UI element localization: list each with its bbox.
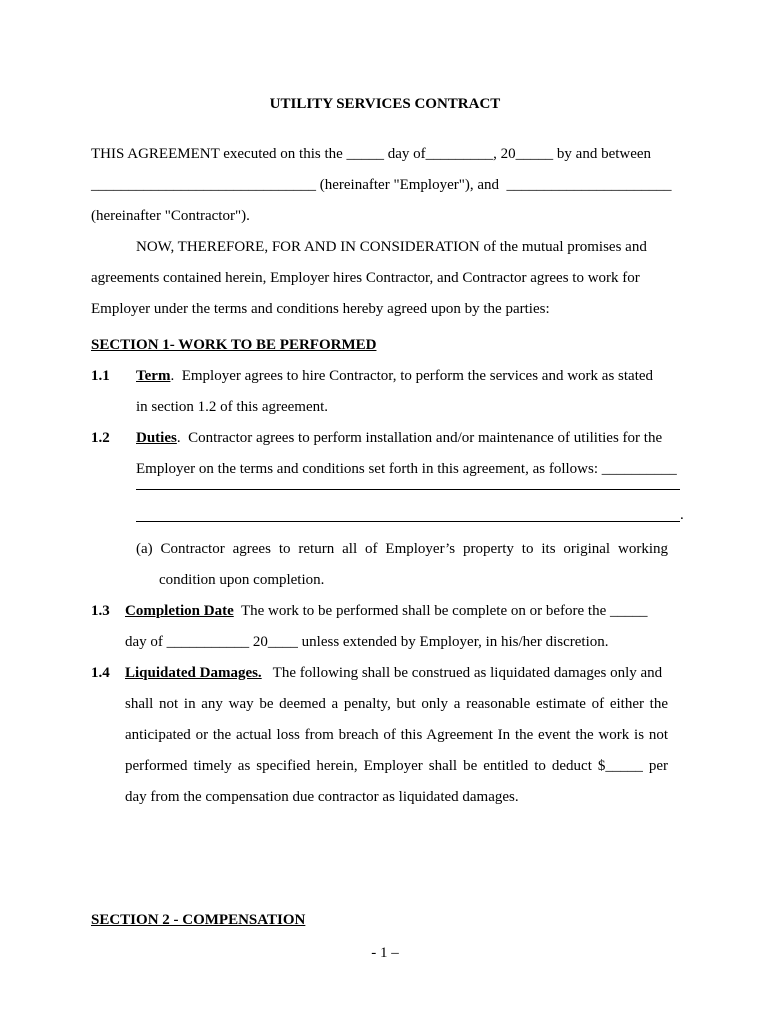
clause-1-2-a-line-2: condition upon completion.: [159, 572, 325, 588]
clause-1-4-line-1: [125, 664, 662, 682]
clause-1-3-line-1: [125, 602, 648, 620]
intro-line-3: (hereinafter "Contractor").: [91, 208, 250, 224]
consideration-line-2: agreements contained herein, Employer hires Contractor, and Contractor agrees to work for: [91, 270, 640, 286]
clause-1-3-text: The work to be performed shall be complete on or before the _____: [233, 603, 648, 619]
clause-1-1-line-1: [136, 367, 653, 385]
clause-1-3-number: 1.3: [91, 603, 110, 619]
clause-1-4-text: The following shall be construed as liquidated damages only and: [261, 665, 663, 681]
clause-1-4-label: Liquidated Damages.: [125, 665, 262, 681]
intro-line-2: ______________________________ (hereinafter "Employer"), and ______________________: [91, 177, 672, 193]
clause-1-4-line-2: shall not in any way be deemed a penalty, but only a reasonable estimate of either the: [125, 696, 668, 712]
clause-1-2-line-2: Employer on the terms and conditions set forth in this agreement, as follows: __________: [136, 461, 677, 477]
section-2-heading: SECTION 2 - COMPENSATION: [91, 912, 306, 928]
clause-1-2-line-1: [136, 429, 662, 447]
clause-1-4-number: 1.4: [91, 665, 110, 681]
duties-blank-line-2: [136, 521, 680, 522]
clause-1-1-label: Term: [136, 368, 171, 384]
intro-line-1: THIS AGREEMENT executed on this the _____ day of_________, 20_____ by and between: [91, 146, 652, 162]
clause-1-2-a-line-1: (a) Contractor agrees to return all of Employer’s property to its original working: [136, 541, 668, 557]
clause-1-3-label: Completion Date: [125, 603, 234, 619]
clause-1-2-number: 1.2: [91, 430, 110, 446]
clause-1-4-line-4: performed timely as specified herein, Employer shall be entitled to deduct $_____ per: [125, 758, 668, 774]
section-1-heading: SECTION 1- WORK TO BE PERFORMED: [91, 337, 377, 353]
clause-1-1-line-2: in section 1.2 of this agreement.: [136, 399, 329, 415]
duties-blank-end: .: [680, 507, 684, 523]
document-title: UTILITY SERVICES CONTRACT: [269, 96, 501, 112]
clause-1-1-number: 1.1: [91, 368, 110, 384]
consideration-line-1: NOW, THEREFORE, FOR AND IN CONSIDERATION of the mutual promises and: [136, 239, 647, 255]
clause-1-4-line-3: anticipated or the actual loss from breach of this Agreement In the event the work is not: [125, 727, 668, 743]
duties-blank-line-1: [136, 489, 680, 490]
clause-1-2-text: . Contractor agrees to perform installation and/or maintenance of utilities for the: [176, 430, 663, 446]
consideration-line-3: Employer under the terms and conditions hereby agreed upon by the parties:: [91, 301, 550, 317]
clause-1-1-text: . Employer agrees to hire Contractor, to perform the services and work as stated: [170, 368, 654, 384]
clause-1-3-line-2: day of ___________ 20____ unless extended by Employer, in his/her discretion.: [125, 634, 609, 650]
clause-1-2-label: Duties: [136, 430, 177, 446]
clause-1-4-line-5: day from the compensation due contractor as liquidated damages.: [125, 789, 519, 805]
page-number: - 1 –: [371, 945, 399, 961]
